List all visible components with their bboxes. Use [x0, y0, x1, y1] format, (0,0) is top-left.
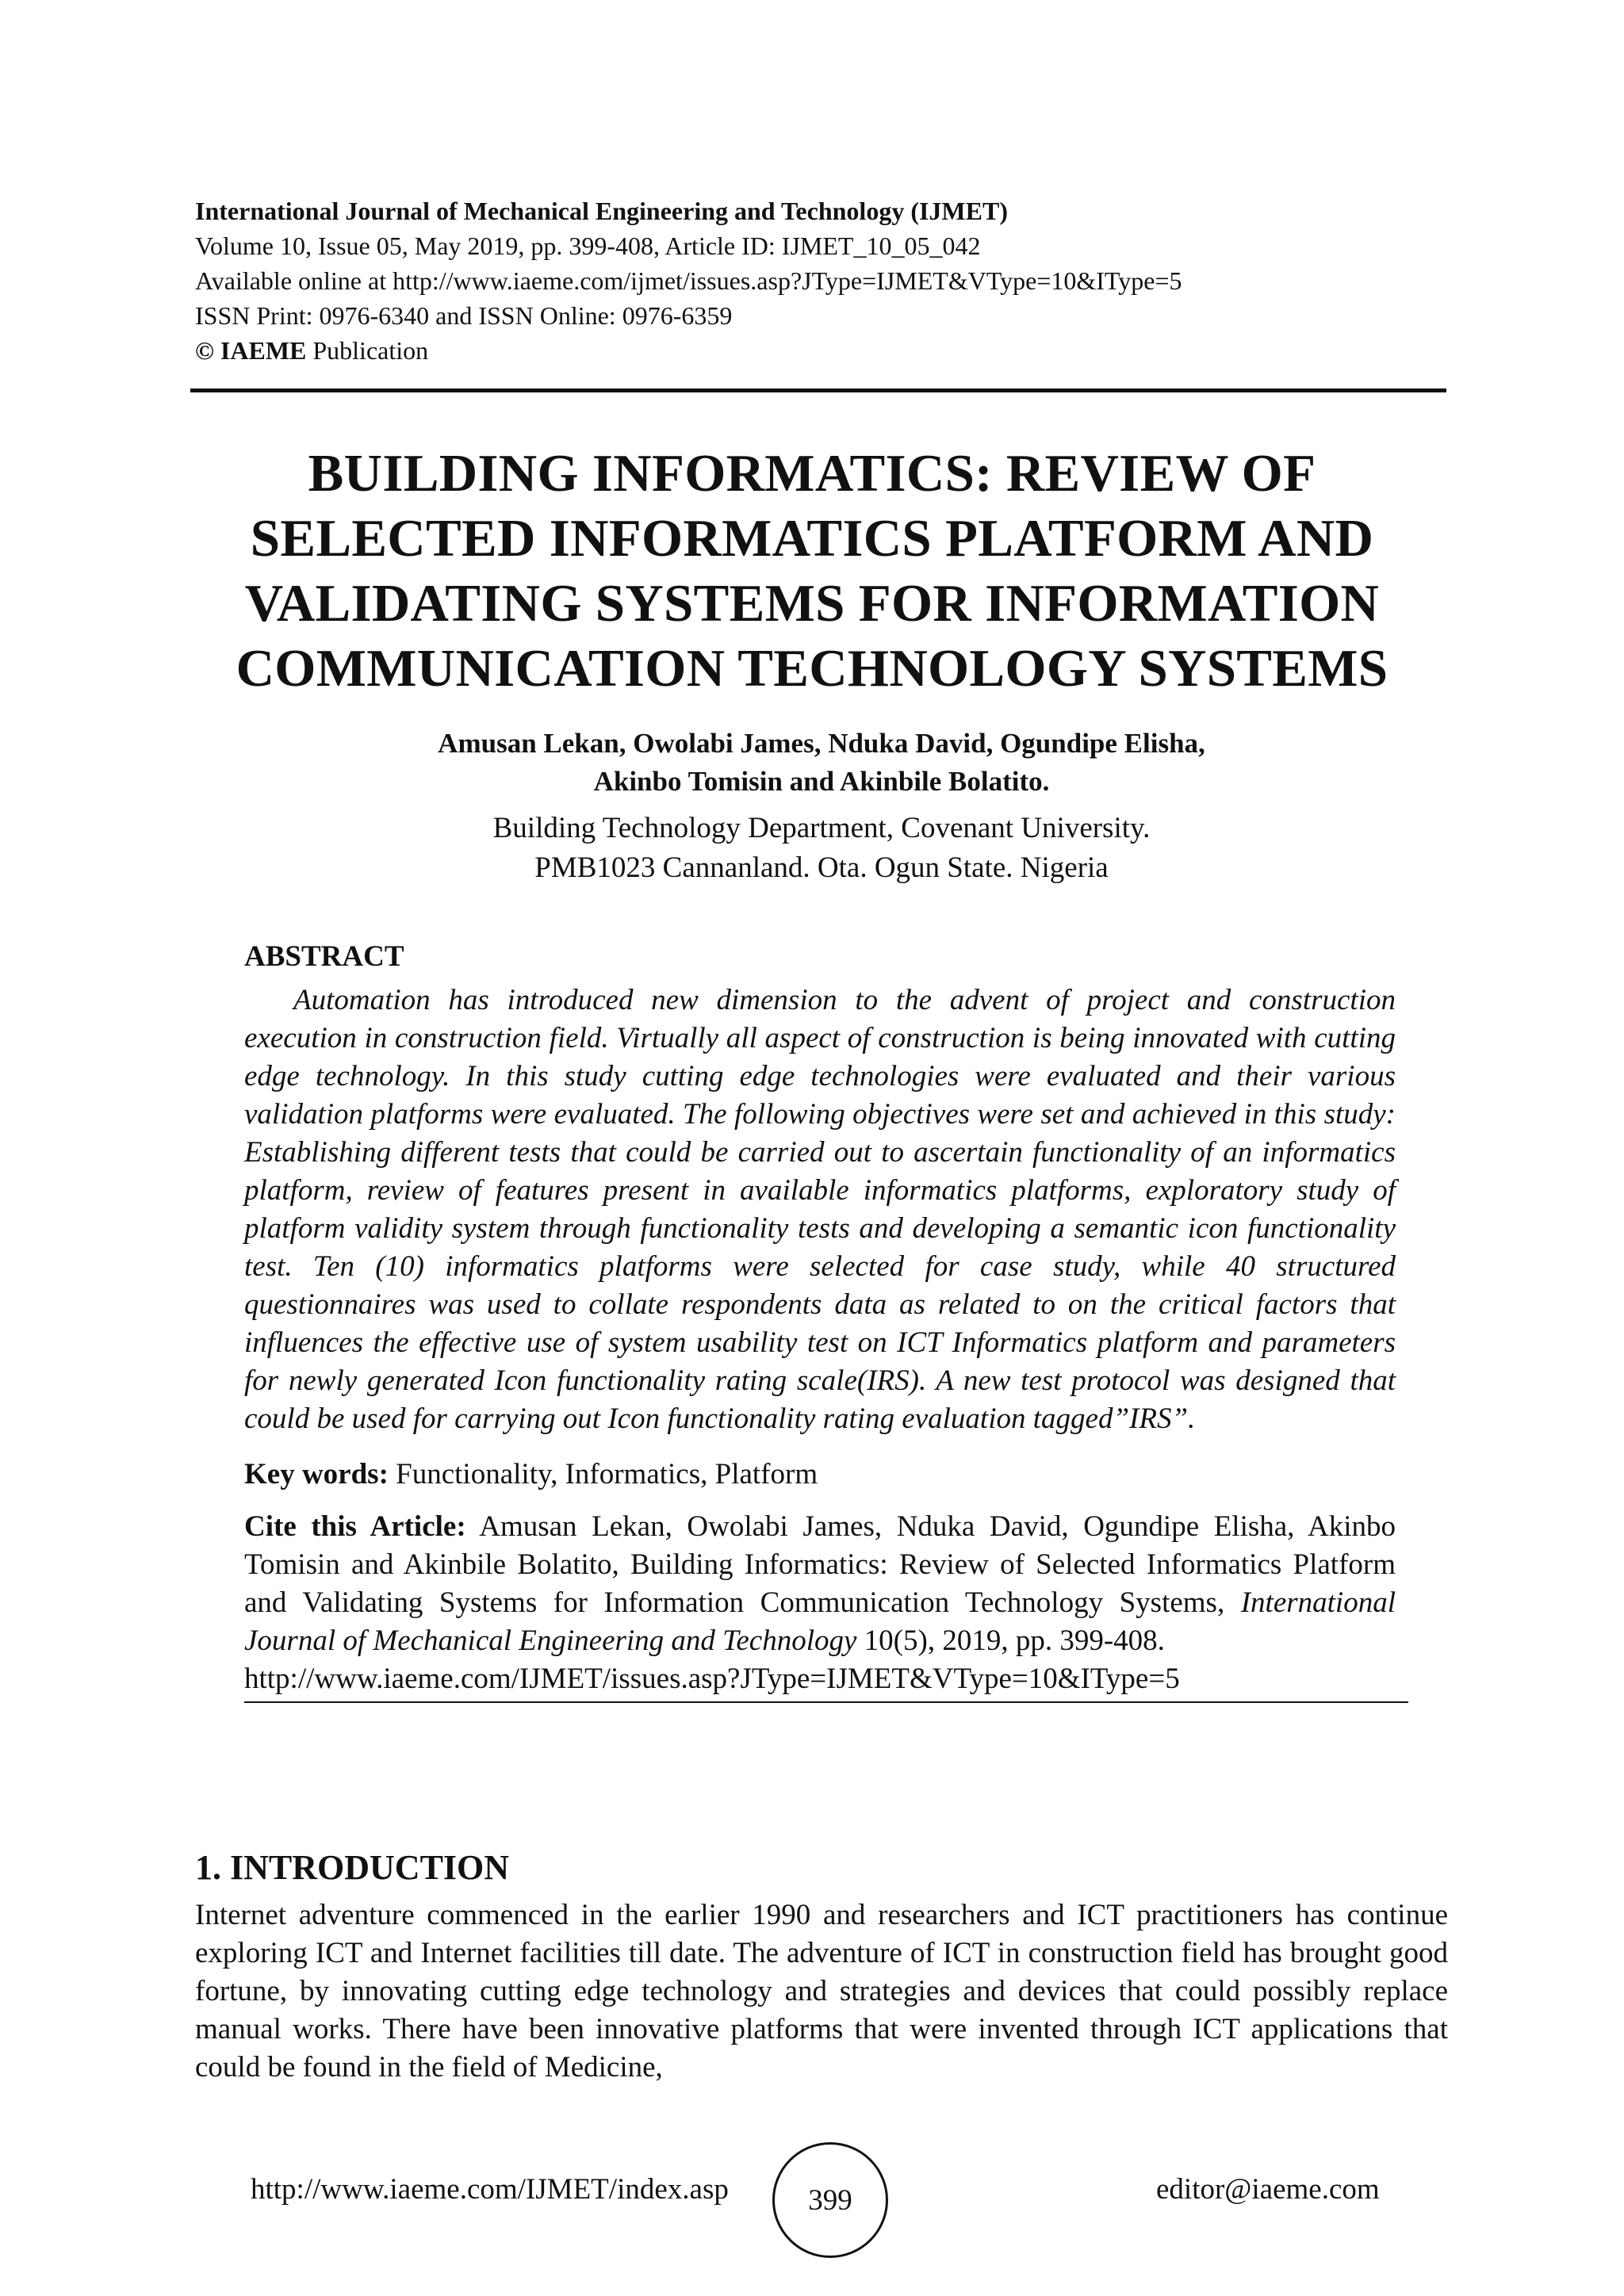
citation-divider: [244, 1701, 1408, 1703]
author-line: Akinbo Tomisin and Akinbile Bolatito.: [593, 766, 1050, 797]
paper-title: [159, 441, 1465, 701]
abstract-text: Automation has introduced new dimension to the advent of project and construction execution in construction field. Virtually all aspect of construction is being innovated with cutting edge technology. In this study cutting edge technologies were evaluated and their various validation platforms were evaluated. The following objectives were set and achieved in this study: Establishing different tests that could be carried out to ascertain functionality of an informatics platform, review of features present in available informatics platforms, exploratory study of platform validity system through functionality tests and developing a semantic icon functionality test. Ten (10) informatics platforms were selected for case study, while 40 structured questionnaires was used to collate respondents data as related to on the critical factors that influences the effective use of system usability test on ICT Informatics platform and parameters for newly generated Icon functionality rating scale(IRS). A new test protocol was designed that could be used for carrying out Icon functionality rating evaluation tagged”IRS”.: [244, 984, 1396, 1435]
page-footer: [0, 2142, 1624, 2237]
citation-text: Amusan Lekan, Owolabi James, Nduka David, Ogundipe Elisha, Akinbo Tomisin and Akinbile Bolatito, Building Informatics: Review of Selected Informatics Platform and Validating Systems for Information Communication Technology Systems,: [244, 1510, 1396, 1619]
citation-label: Cite this Article:: [244, 1510, 466, 1543]
author-affiliation: [195, 809, 1448, 888]
citation-journal: International Journal of Mechanical Engineering and Technology: [244, 1586, 1396, 1657]
publisher-suffix: Publication: [312, 336, 429, 365]
issn-info: ISSN Print: 0976-6340 and ISSN Online: 0976-6359: [195, 301, 733, 330]
footer-email[interactable]: editor@iaeme.com: [1156, 2173, 1380, 2206]
affiliation-line: PMB1023 Cannanland. Ota. Ogun State. Nigeria: [534, 851, 1109, 884]
introduction-text: Internet adventure commenced in the earlier 1990 and researchers and ICT practitioners has continue exploring ICT and Internet facilities till date. The adventure of ICT in construction field has brought good fortune, by innovating cutting edge technology and strategies and devices that could possibly replace manual works. There have been innovative platforms that were invented through ICT applications that could be found in the field of Medicine,: [195, 1899, 1448, 2084]
citation: [244, 1508, 1396, 1698]
title-line: SELECTED INFORMATICS PLATFORM AND: [250, 509, 1374, 568]
header-divider: [190, 388, 1446, 392]
author-list: [195, 725, 1448, 801]
footer-url[interactable]: http://www.iaeme.com/IJMET/index.asp: [251, 2173, 729, 2206]
title-line: VALIDATING SYSTEMS FOR INFORMATION: [244, 574, 1380, 633]
citation-url[interactable]: http://www.iaeme.com/IJMET/issues.asp?JType=IJMET&VType=10&IType=5: [244, 1663, 1180, 1695]
keywords-value: Functionality, Informatics, Platform: [396, 1458, 818, 1490]
online-availability: Available online at http://www.iaeme.com/ijmet/issues.asp?JType=IJMET&VType=10&IType=5: [195, 266, 1182, 295]
affiliation-line: Building Technology Department, Covenant University.: [492, 812, 1151, 844]
keywords-label: Key words:: [244, 1458, 389, 1490]
page-number: 399: [772, 2142, 888, 2258]
volume-info: Volume 10, Issue 05, May 2019, pp. 399-408, Article ID: IJMET_10_05_042: [195, 232, 981, 260]
journal-title: International Journal of Mechanical Engineering and Technology (IJMET): [195, 197, 1008, 225]
copyright-symbol: ©: [195, 336, 214, 365]
citation-details: 10(5), 2019, pp. 399-408.: [864, 1624, 1165, 1657]
abstract-heading: ABSTRACT: [244, 940, 404, 973]
author-line: Amusan Lekan, Owolabi James, Nduka David, Ogundipe Elisha,: [438, 728, 1205, 759]
keywords: [244, 1456, 1396, 1494]
introduction-section: [195, 1844, 1448, 2087]
publisher-line: [195, 333, 1448, 368]
publisher-name: IAEME: [220, 336, 307, 365]
section-heading: 1. INTRODUCTION: [195, 1848, 510, 1887]
abstract-section: [244, 937, 1396, 1703]
title-line: COMMUNICATION TECHNOLOGY SYSTEMS: [236, 639, 1388, 698]
journal-header: [195, 193, 1448, 368]
title-line: BUILDING INFORMATICS: REVIEW OF: [308, 444, 1316, 503]
